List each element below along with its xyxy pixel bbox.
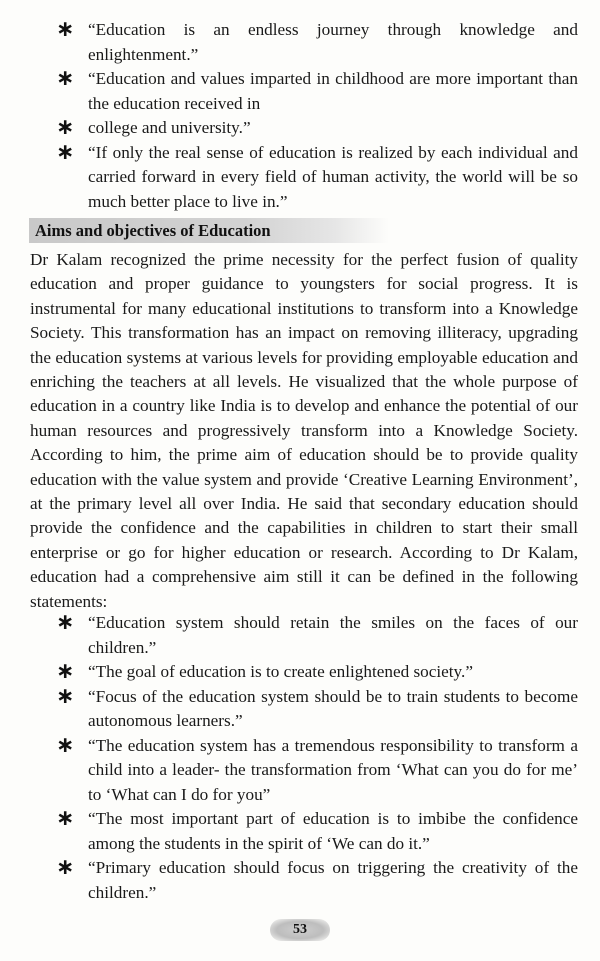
asterisk-bullet-icon: ∗ <box>56 806 75 831</box>
list-item <box>56 806 578 856</box>
asterisk-bullet-icon: ∗ <box>56 610 75 635</box>
asterisk-bullet-icon: ∗ <box>56 139 75 165</box>
list-item <box>56 17 578 67</box>
quote-list-top <box>56 17 578 214</box>
asterisk-bullet-icon: ∗ <box>56 683 75 709</box>
asterisk-bullet-icon: ∗ <box>56 659 75 684</box>
asterisk-bullet-icon: ∗ <box>56 66 75 91</box>
quote-text: “Focus of the education system should be to train students to become autonomous learners.” <box>88 686 578 730</box>
list-item <box>56 139 578 215</box>
quote-text: “Education system should retain the smiles on the faces of our children.” <box>88 613 578 657</box>
quote-text: college and university.” <box>88 118 251 137</box>
section-heading-band <box>29 218 389 243</box>
quote-text: “The education system has a tremendous responsibility to transform a child into a leader- the transformation from ‘What can you do for me’ to ‘What can I do for you” <box>88 735 578 804</box>
list-item <box>56 855 578 905</box>
section-heading: Aims and objectives of Education <box>35 221 271 240</box>
list-item <box>56 610 578 660</box>
list-item <box>56 659 578 685</box>
asterisk-bullet-icon: ∗ <box>56 115 75 140</box>
asterisk-bullet-icon: ∗ <box>56 732 75 758</box>
body-paragraph: Dr Kalam recognized the prime necessity for the perfect fusion of quality education and proper guidance to youngsters for social progress. It is instrumental for many educational institutions to transform into a Knowledge Society. This transformation has an impact on removing illiteracy, upgrading the education systems at various levels for providing employable education and enriching the teachers at all levels. He visualized that the whole purpose of education in a country like India is to develop and enhance the potential of our human resources and progressively transform into a Knowledge Society. According to him, the prime aim of education should be to provide quality education with the value system and provide ‘Creative Learning Environment’, at the primary level all over India. He said that secondary education should provide the confidence and the capabilities in children to start their small enterprise or go for higher education or research. According to Dr Kalam, education had a comprehensive aim still it can be defined in the following statements: <box>30 250 578 611</box>
quote-text: “The goal of education is to create enlightened society.” <box>88 662 473 681</box>
quote-text: “If only the real sense of education is realized by each individual and carried forward in every field of human activity, the world will be so much better place to live in.” <box>88 142 578 211</box>
quote-list-bottom <box>56 610 578 905</box>
quote-text: “Education and values imparted in childhood are more important than the education received in <box>88 69 578 113</box>
list-item <box>56 66 578 116</box>
asterisk-bullet-icon: ∗ <box>56 855 75 880</box>
list-item <box>56 115 578 141</box>
quote-text: “Primary education should focus on triggering the creativity of the children.” <box>88 858 578 902</box>
page-number: 53 <box>293 922 307 937</box>
page-number-badge <box>270 919 330 941</box>
quote-text: “Education is an endless journey through knowledge and enlightenment.” <box>88 20 578 64</box>
asterisk-bullet-icon: ∗ <box>56 17 75 42</box>
quote-text: “The most important part of education is to imbibe the confidence among the students in the spirit of ‘We can do it.” <box>88 809 578 853</box>
list-item <box>56 683 578 734</box>
list-item <box>56 732 578 808</box>
